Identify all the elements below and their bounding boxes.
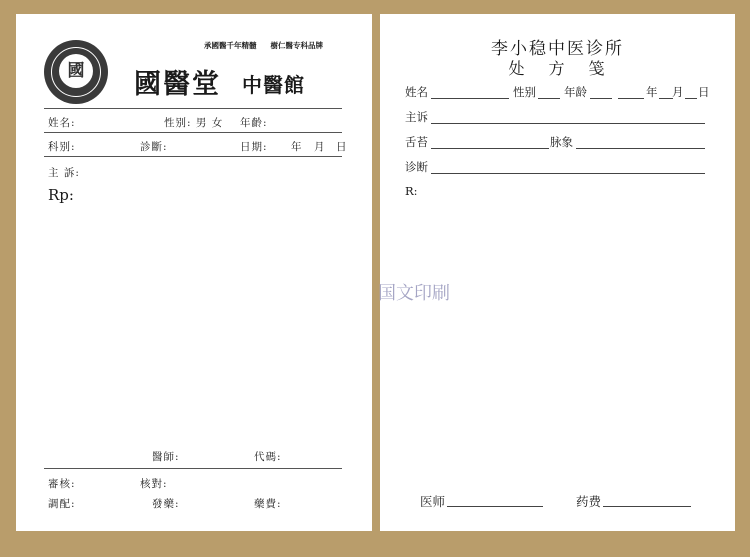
diagnosis-label: 診斷: (140, 141, 168, 153)
header-divider (44, 108, 342, 109)
complaint-line (431, 123, 705, 124)
complaint-label: 主 訴: (48, 167, 80, 179)
slogans (204, 40, 323, 51)
pulse-label: 脉象 (550, 135, 573, 149)
day-line (685, 98, 697, 99)
slogan-2: 樹仁醫专科品牌 (270, 41, 323, 50)
rp-label: Rp: (48, 186, 74, 204)
fee-label: 药费 (576, 494, 602, 509)
age-label: 年龄 (564, 85, 587, 99)
pulse-line (576, 148, 705, 149)
date-year: 年 (291, 141, 303, 153)
clinic-logo-icon (44, 40, 108, 104)
diagnosis-line (431, 173, 705, 174)
name-line (431, 98, 509, 99)
r-label: R: (405, 184, 418, 198)
brand-name: 國醫堂 (134, 69, 221, 100)
dept-label: 科别: (48, 141, 76, 153)
slogan-1: 承國醫千年精髓 (204, 41, 257, 50)
complaint-label: 主诉 (405, 110, 428, 124)
code-label: 代碼: (254, 451, 282, 463)
doctor-label: 医师 (420, 494, 446, 509)
date-year: 年 (646, 85, 658, 99)
review-label: 審核: (48, 478, 76, 490)
left-prescription-sheet (16, 14, 372, 531)
check-label: 核對: (140, 478, 168, 490)
row-divider-1 (44, 132, 342, 133)
date-month: 月 (314, 141, 326, 153)
date-day: 日 (336, 141, 348, 153)
footer-divider (44, 468, 342, 469)
year-line (618, 98, 644, 99)
doctor-line (447, 506, 543, 507)
dispense-label: 調配: (48, 498, 76, 510)
name-label: 姓名 (405, 85, 428, 99)
date-day: 日 (698, 85, 710, 99)
tongue-label: 舌苔 (405, 135, 428, 149)
date-month: 月 (672, 85, 684, 99)
brand-subtitle: 中醫館 (242, 73, 305, 97)
age-line (590, 98, 612, 99)
row-divider-2 (44, 156, 342, 157)
logo-center-glyph: 國 (59, 54, 93, 88)
diagnosis-label: 诊断 (405, 160, 428, 174)
age-label: 年齡: (240, 117, 268, 129)
form-title-char-2: 方 (548, 59, 567, 78)
form-title-char-1: 处 (508, 59, 527, 78)
date-label: 日期: (240, 141, 268, 153)
fee-label: 藥費: (254, 498, 282, 510)
sex-line (538, 98, 560, 99)
form-title (380, 56, 735, 79)
sex-label: 性别 (513, 85, 536, 99)
month-line (659, 98, 673, 99)
name-label: 姓名: (48, 117, 76, 129)
doctor-label: 醫師: (152, 451, 180, 463)
clinic-name: 李小稳中医诊所 (491, 39, 624, 59)
tongue-line (431, 148, 549, 149)
printer-watermark: 国文印刷 (378, 283, 450, 304)
sex-label: 性别: 男 女 (164, 117, 224, 129)
right-prescription-sheet (380, 14, 735, 531)
fee-line (603, 506, 691, 507)
issue-label: 發藥: (152, 498, 180, 510)
form-title-char-3: 笺 (588, 59, 607, 78)
